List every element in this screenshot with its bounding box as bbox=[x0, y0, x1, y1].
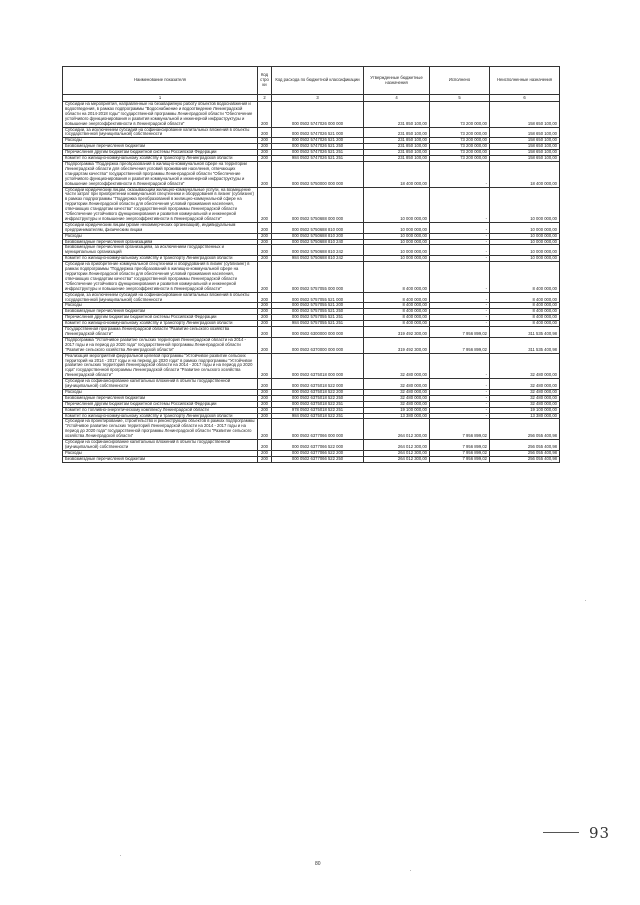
row-unexecuted-cell: 19 100 000,00 bbox=[490, 407, 560, 413]
row-executed-cell: 73 200 000,00 bbox=[430, 150, 490, 156]
table-body bbox=[63, 102, 560, 463]
row-line-code-cell: 200 bbox=[258, 379, 272, 390]
column-number: 2 bbox=[258, 95, 272, 102]
row-budget-code-cell: 000 0502 5750688 810 000 bbox=[272, 222, 364, 233]
row-unexecuted-cell: 158 650 100,00 bbox=[490, 150, 560, 156]
row-line-code-cell: 200 bbox=[258, 456, 272, 462]
row-name-cell: Субсидии, за исключением субсидий на софинансирование капитальных вложений в объекты государственной (муниципальной) собственности bbox=[63, 127, 258, 138]
row-budget-code-cell: 000 0502 6300000 000 000 bbox=[272, 327, 364, 338]
row-name-cell: Субсидии на приобретение коммунальной спецтехники и оборудования в лизинг (сублизинг) в рамках подпрограммы "Поддержка преобразований в жилищно-коммунальной сфере на территории Ленинградской области для обеспечения условий проживания населения, отвечающих стандартам качества" государственной программы Ленинградской области "Обеспечение устойчивого функционирования и развития коммунальной и инженерной инфраструктуры и повышение энергоэффективности в Ленинградской области" bbox=[63, 262, 258, 292]
row-budget-code-cell: 000 0502 5757055 521 251 bbox=[272, 315, 364, 321]
row-unexecuted-cell: 32 480 000,00 bbox=[490, 401, 560, 407]
row-approved-cell: 32 480 000,00 bbox=[364, 353, 430, 379]
row-line-code-cell: 200 bbox=[258, 413, 272, 419]
row-executed-cell: 73 200 000,00 bbox=[430, 138, 490, 144]
row-line-code-cell: 200 bbox=[258, 395, 272, 401]
row-executed-cell: 73 200 000,00 bbox=[430, 127, 490, 138]
row-unexecuted-cell: 32 480 000,00 bbox=[490, 395, 560, 401]
row-unexecuted-cell: 158 650 100,00 bbox=[490, 138, 560, 144]
row-budget-code-cell: 000 0502 5750688 810 200 bbox=[272, 233, 364, 239]
table-row bbox=[63, 150, 560, 156]
row-name-cell: Безвозмездные перечисления бюджетам bbox=[63, 395, 258, 401]
row-name-cell: Подпрограмма "Устойчивое развитие сельских территорий Ленинградской области на 2014 - 2017 годы и на период до 2020 года" государственной программы Ленинградской области "Развитие сельского хозяйства Ленинградской области" bbox=[63, 337, 258, 353]
row-line-code-cell: 200 bbox=[258, 161, 272, 187]
row-approved-cell: 10 000 000,00 bbox=[364, 256, 430, 262]
row-name-cell: Расходы bbox=[63, 303, 258, 309]
row-executed-cell: - bbox=[430, 401, 490, 407]
row-budget-code-cell: 000 0502 6377066 522 200 bbox=[272, 450, 364, 456]
row-executed-cell: - bbox=[430, 309, 490, 315]
row-approved-cell: 18 400 000,00 bbox=[364, 161, 430, 187]
row-budget-code-cell: 984 0502 5747026 521 251 bbox=[272, 156, 364, 162]
row-approved-cell: 10 000 000,00 bbox=[364, 187, 430, 222]
table-row bbox=[63, 245, 560, 256]
column-number: 4 bbox=[364, 95, 430, 102]
row-name-cell: Расходы bbox=[63, 233, 258, 239]
row-executed-cell: - bbox=[430, 353, 490, 379]
row-approved-cell: 10 000 000,00 bbox=[364, 222, 430, 233]
row-executed-cell: 7 956 899,02 bbox=[430, 440, 490, 451]
row-approved-cell: 264 012 300,00 bbox=[364, 456, 430, 462]
row-unexecuted-cell: 10 000 000,00 bbox=[490, 245, 560, 256]
row-budget-code-cell: 000 0502 5750000 000 000 bbox=[272, 161, 364, 187]
row-budget-code-cell: 000 0502 5750688 000 000 bbox=[272, 187, 364, 222]
row-line-code-cell: 200 bbox=[258, 156, 272, 162]
row-name-cell: Субсидии юридическим лицам (кроме некоммерческих организаций), индивидуальным предпринимателям, физическим лицам bbox=[63, 222, 258, 233]
row-name-cell: Субсидии на проектирование, строительство и реконструкцию объектов в рамках подпрограммы "Устойчивое развитие сельских территорий Ленинградской области на 2014 - 2017 годы и на период до 2020 года" государственной программы Ленинградской области "Развитие сельского хозяйства Ленинградской области" bbox=[63, 419, 258, 440]
row-name-cell: Расходы bbox=[63, 450, 258, 456]
row-approved-cell: 231 850 100,00 bbox=[364, 138, 430, 144]
row-line-code-cell: 200 bbox=[258, 327, 272, 338]
row-unexecuted-cell: 10 000 000,00 bbox=[490, 233, 560, 239]
row-approved-cell: 32 480 000,00 bbox=[364, 389, 430, 395]
row-approved-cell: 231 850 100,00 bbox=[364, 156, 430, 162]
row-budget-code-cell: 000 0502 6375018 000 000 bbox=[272, 353, 364, 379]
row-name-cell: Комитет по жилищно-коммунальному хозяйству и транспорту Ленинградской области bbox=[63, 156, 258, 162]
row-budget-code-cell: 000 0502 5757055 000 000 bbox=[272, 262, 364, 292]
row-executed-cell: - bbox=[430, 407, 490, 413]
row-line-code-cell: 200 bbox=[258, 401, 272, 407]
row-unexecuted-cell: 10 000 000,00 bbox=[490, 222, 560, 233]
row-approved-cell: 264 012 300,00 bbox=[364, 450, 430, 456]
column-number: 1 bbox=[63, 95, 258, 102]
table-row bbox=[63, 144, 560, 150]
row-name-cell: Расходы bbox=[63, 138, 258, 144]
row-unexecuted-cell: 10 000 000,00 bbox=[490, 256, 560, 262]
row-line-code-cell: 200 bbox=[258, 303, 272, 309]
table-row bbox=[63, 419, 560, 440]
row-line-code-cell: 200 bbox=[258, 337, 272, 353]
row-executed-cell: - bbox=[430, 245, 490, 256]
row-approved-cell: 32 480 000,00 bbox=[364, 379, 430, 390]
row-line-code-cell: 200 bbox=[258, 419, 272, 440]
table-row bbox=[63, 327, 560, 338]
table-row bbox=[63, 222, 560, 233]
row-line-code-cell: 200 bbox=[258, 440, 272, 451]
row-unexecuted-cell: 10 000 000,00 bbox=[490, 187, 560, 222]
row-approved-cell: 10 000 000,00 bbox=[364, 233, 430, 239]
row-name-cell: Безвозмездные перечисления бюджетам bbox=[63, 309, 258, 315]
row-unexecuted-cell: 8 400 000,00 bbox=[490, 321, 560, 327]
row-name-cell: Безвозмездные перечисления бюджетам bbox=[63, 144, 258, 150]
table-row bbox=[63, 379, 560, 390]
row-executed-cell: - bbox=[430, 187, 490, 222]
row-budget-code-cell: 000 0502 6375018 522 000 bbox=[272, 379, 364, 390]
row-budget-code-cell: 000 0502 6377066 522 250 bbox=[272, 456, 364, 462]
row-unexecuted-cell: 256 055 400,98 bbox=[490, 419, 560, 440]
row-executed-cell: 73 200 000,00 bbox=[430, 102, 490, 128]
table-row bbox=[63, 292, 560, 303]
row-line-code-cell: 200 bbox=[258, 138, 272, 144]
row-unexecuted-cell: 8 400 000,00 bbox=[490, 262, 560, 292]
row-line-code-cell: 200 bbox=[258, 450, 272, 456]
row-budget-code-cell: 000 0502 5750688 810 240 bbox=[272, 239, 364, 245]
row-executed-cell: - bbox=[430, 292, 490, 303]
row-unexecuted-cell: 13 380 000,00 bbox=[490, 413, 560, 419]
scan-speck bbox=[585, 600, 586, 601]
table-row bbox=[63, 262, 560, 292]
row-name-cell: Подпрограмма "Поддержка преобразований в жилищно-коммунальной сфере на территории Ленинградской области для обеспечения условий проживания населения, отвечающих стандартам качества" государственной программы Ленинградской области "Обеспечение устойчивого функционирования и развития коммунальной и инженерной инфраструктуры и повышение энергоэффективности в Ленинградской области" bbox=[63, 161, 258, 187]
table-row bbox=[63, 353, 560, 379]
row-approved-cell: 8 400 000,00 bbox=[364, 321, 430, 327]
row-budget-code-cell: 000 0502 6370000 000 000 bbox=[272, 337, 364, 353]
row-budget-code-cell: 000 0502 5757055 521 200 bbox=[272, 303, 364, 309]
row-executed-cell: 7 956 899,02 bbox=[430, 450, 490, 456]
column-header-budget-code: Код расхода по бюджетной классификации bbox=[272, 67, 364, 95]
row-executed-cell: - bbox=[430, 413, 490, 419]
column-number: 6 bbox=[490, 95, 560, 102]
row-line-code-cell: 200 bbox=[258, 239, 272, 245]
row-approved-cell: 319 492 300,00 bbox=[364, 327, 430, 338]
row-executed-cell: - bbox=[430, 233, 490, 239]
row-unexecuted-cell: 32 480 000,00 bbox=[490, 353, 560, 379]
row-name-cell: Расходы bbox=[63, 389, 258, 395]
column-header-line-code: Код строки bbox=[258, 67, 272, 95]
row-executed-cell: - bbox=[430, 303, 490, 309]
column-header-approved: Утвержденные бюджетные назначения bbox=[364, 67, 430, 95]
row-unexecuted-cell: 158 650 100,00 bbox=[490, 144, 560, 150]
row-unexecuted-cell: 32 480 000,00 bbox=[490, 389, 560, 395]
row-line-code-cell: 200 bbox=[258, 353, 272, 379]
row-name-cell: Реализация мероприятий федеральной целевой программы "Устойчивое развитие сельских территорий на 2014 - 2017 годы и на период до 2020 года" в рамках подпрограммы "Устойчивое развитие сельских территорий Ленинградской области на 2014 - 2017 годы и на период до 2020 года" государственной программы Ленинградской области "Развитие сельского хозяйства Ленинградской области" bbox=[63, 353, 258, 379]
row-executed-cell: - bbox=[430, 161, 490, 187]
row-budget-code-cell: 978 0502 6375018 522 251 bbox=[272, 407, 364, 413]
row-line-code-cell: 200 bbox=[258, 150, 272, 156]
row-line-code-cell: 200 bbox=[258, 127, 272, 138]
row-approved-cell: 231 850 100,00 bbox=[364, 150, 430, 156]
row-executed-cell: 73 200 000,00 bbox=[430, 144, 490, 150]
row-executed-cell: - bbox=[430, 389, 490, 395]
row-name-cell: Субсидии, за исключением субсидий на софинансирование капитальных вложений в объекты государственной (муниципальной) собственности bbox=[63, 292, 258, 303]
row-line-code-cell: 200 bbox=[258, 222, 272, 233]
row-line-code-cell: 200 bbox=[258, 102, 272, 128]
row-unexecuted-cell: 32 480 000,00 bbox=[490, 379, 560, 390]
row-budget-code-cell: 000 0502 6377066 522 000 bbox=[272, 440, 364, 451]
row-budget-code-cell: 984 0502 5750688 810 242 bbox=[272, 256, 364, 262]
row-unexecuted-cell: 158 650 100,00 bbox=[490, 127, 560, 138]
row-name-cell: Субсидии юридическим лицам, оказывающим жилищно-коммунальные услуги, на возмещение части затрат при приобретении коммунальной спецтехники и оборудования в лизинг (сублизинг) в рамках подпрограммы "Поддержка преобразований в жилищно-коммунальной сфере на территории Ленинградской области для обеспечения условий проживания населения, отвечающих стандартам качества" государственной программы Ленинградской области "Обеспечение устойчивого функционирования и развития коммунальной и инженерной инфраструктуры и повышение энергоэффективности в Ленинградской области" bbox=[63, 187, 258, 222]
table-row bbox=[63, 440, 560, 451]
row-name-cell: Безвозмездные перечисления организациям, за исключением государственных и муниципальных организаций bbox=[63, 245, 258, 256]
row-name-cell: Перечисления другим бюджетам бюджетной системы Российской Федерации bbox=[63, 401, 258, 407]
column-number: 3 bbox=[272, 95, 364, 102]
row-executed-cell: - bbox=[430, 395, 490, 401]
row-budget-code-cell: 000 0502 6375018 522 250 bbox=[272, 395, 364, 401]
row-name-cell: Субсидии на софинансирование капитальных вложений в объекты государственной (муниципальной) собственности bbox=[63, 440, 258, 451]
row-name-cell: Безвозмездные перечисления организациям bbox=[63, 239, 258, 245]
row-budget-code-cell: 000 0502 5747026 521 250 bbox=[272, 144, 364, 150]
row-executed-cell: 7 956 899,02 bbox=[430, 456, 490, 462]
table-row bbox=[63, 102, 560, 128]
row-name-cell: Комитет по топливно-энергетическому комплексу Ленинградской области bbox=[63, 407, 258, 413]
budget-report-sheet bbox=[62, 66, 559, 463]
row-line-code-cell: 200 bbox=[258, 407, 272, 413]
row-unexecuted-cell: 256 055 400,98 bbox=[490, 440, 560, 451]
row-unexecuted-cell: 8 400 000,00 bbox=[490, 303, 560, 309]
row-line-code-cell: 200 bbox=[258, 315, 272, 321]
row-line-code-cell: 200 bbox=[258, 256, 272, 262]
column-number: 5 bbox=[430, 95, 490, 102]
table-row bbox=[63, 156, 560, 162]
row-name-cell: Государственная программа Ленинградской области "Развитие сельского хозяйства Ленинградской области" bbox=[63, 327, 258, 338]
row-budget-code-cell: 000 0502 6375018 522 251 bbox=[272, 401, 364, 407]
row-approved-cell: 19 100 000,00 bbox=[364, 407, 430, 413]
row-line-code-cell: 200 bbox=[258, 245, 272, 256]
row-approved-cell: 8 400 000,00 bbox=[364, 303, 430, 309]
row-unexecuted-cell: 158 650 100,00 bbox=[490, 156, 560, 162]
row-name-cell: Перечисления другим бюджетам бюджетной системы Российской Федерации bbox=[63, 315, 258, 321]
row-approved-cell: 8 400 000,00 bbox=[364, 292, 430, 303]
table-row bbox=[63, 127, 560, 138]
row-executed-cell: - bbox=[430, 315, 490, 321]
row-name-cell: Перечисления другим бюджетам бюджетной системы Российской Федерации bbox=[63, 150, 258, 156]
row-line-code-cell: 200 bbox=[258, 187, 272, 222]
row-name-cell: Субсидии на софинансирование капитальных вложений в объекты государственной (муниципальной) собственности bbox=[63, 379, 258, 390]
row-approved-cell: 13 380 000,00 bbox=[364, 413, 430, 419]
row-approved-cell: 10 000 000,00 bbox=[364, 245, 430, 256]
page-number: 93 bbox=[589, 824, 611, 842]
row-budget-code-cell: 000 0502 5757055 521 000 bbox=[272, 292, 364, 303]
row-approved-cell: 319 492 300,00 bbox=[364, 337, 430, 353]
budget-execution-table bbox=[62, 66, 560, 463]
row-approved-cell: 264 012 300,00 bbox=[364, 419, 430, 440]
table-row bbox=[63, 337, 560, 353]
row-line-code-cell: 200 bbox=[258, 309, 272, 315]
row-unexecuted-cell: 8 400 000,00 bbox=[490, 292, 560, 303]
row-unexecuted-cell: 311 535 400,98 bbox=[490, 337, 560, 353]
column-header-executed: Исполнено bbox=[430, 67, 490, 95]
column-header-unexecuted: Неисполненные назначения bbox=[490, 67, 560, 95]
row-line-code-cell: 200 bbox=[258, 233, 272, 239]
row-unexecuted-cell: 158 650 100,00 bbox=[490, 102, 560, 128]
row-line-code-cell: 200 bbox=[258, 144, 272, 150]
row-unexecuted-cell: 256 055 400,98 bbox=[490, 450, 560, 456]
row-approved-cell: 8 400 000,00 bbox=[364, 309, 430, 315]
row-approved-cell: 231 850 100,00 bbox=[364, 127, 430, 138]
row-budget-code-cell: 984 0502 6375018 522 251 bbox=[272, 413, 364, 419]
row-executed-cell: - bbox=[430, 321, 490, 327]
row-line-code-cell: 200 bbox=[258, 292, 272, 303]
row-approved-cell: 264 012 300,00 bbox=[364, 440, 430, 451]
row-line-code-cell: 200 bbox=[258, 321, 272, 327]
row-unexecuted-cell: 8 400 000,00 bbox=[490, 315, 560, 321]
column-number-row bbox=[63, 95, 560, 102]
page-number-dash bbox=[543, 832, 579, 833]
row-executed-cell: 7 956 899,02 bbox=[430, 419, 490, 440]
row-name-cell: Комитет по жилищно-коммунальному хозяйству и транспорту Ленинградской области bbox=[63, 413, 258, 419]
table-row bbox=[63, 161, 560, 187]
bottom-mark: 80 bbox=[315, 861, 321, 867]
row-name-cell: Субсидии на мероприятия, направленные на безаварийную работу объектов водоснабжения и водоотведения, в рамках подпрограммы "Водоснабжение и водоотведение Ленинградской области на 2014-2018 годы" государственной программы Ленинградской области "Обеспечение устойчивого функционирования и развития коммунальной и инженерной инфраструктуры и повышение энергоэффективности в Ленинградской области" bbox=[63, 102, 258, 128]
row-approved-cell: 32 480 000,00 bbox=[364, 401, 430, 407]
row-executed-cell: 7 956 899,02 bbox=[430, 327, 490, 338]
row-unexecuted-cell: 10 000 000,00 bbox=[490, 239, 560, 245]
row-name-cell: Комитет по жилищно-коммунальному хозяйству и транспорту Ленинградской области bbox=[63, 321, 258, 327]
row-budget-code-cell: 000 0502 5747026 521 000 bbox=[272, 127, 364, 138]
row-executed-cell: - bbox=[430, 239, 490, 245]
row-name-cell: Безвозмездные перечисления бюджетам bbox=[63, 456, 258, 462]
scan-speck bbox=[120, 855, 121, 856]
row-unexecuted-cell: 256 055 400,98 bbox=[490, 456, 560, 462]
row-approved-cell: 231 850 100,00 bbox=[364, 102, 430, 128]
row-budget-code-cell: 000 0502 5750688 810 242 bbox=[272, 245, 364, 256]
row-executed-cell: - bbox=[430, 379, 490, 390]
row-executed-cell: 7 956 899,02 bbox=[430, 337, 490, 353]
row-name-cell: Комитет по жилищно-коммунальному хозяйству и транспорту Ленинградской области bbox=[63, 256, 258, 262]
row-line-code-cell: 200 bbox=[258, 262, 272, 292]
row-approved-cell: 10 000 000,00 bbox=[364, 239, 430, 245]
row-executed-cell: - bbox=[430, 262, 490, 292]
row-approved-cell: 8 400 000,00 bbox=[364, 315, 430, 321]
row-budget-code-cell: 000 0502 6377066 000 000 bbox=[272, 419, 364, 440]
row-unexecuted-cell: 18 400 000,00 bbox=[490, 161, 560, 187]
row-line-code-cell: 200 bbox=[258, 389, 272, 395]
row-unexecuted-cell: 311 535 400,98 bbox=[490, 327, 560, 338]
table-row bbox=[63, 187, 560, 222]
row-approved-cell: 32 480 000,00 bbox=[364, 395, 430, 401]
row-budget-code-cell: 000 0502 5747026 521 200 bbox=[272, 138, 364, 144]
scan-speck bbox=[410, 870, 411, 871]
row-executed-cell: - bbox=[430, 222, 490, 233]
table-header-row bbox=[63, 67, 560, 95]
row-budget-code-cell: 000 0502 5747026 521 251 bbox=[272, 150, 364, 156]
row-budget-code-cell: 984 0502 5757055 521 251 bbox=[272, 321, 364, 327]
row-budget-code-cell: 000 0502 6375018 522 200 bbox=[272, 389, 364, 395]
row-approved-cell: 231 850 100,00 bbox=[364, 144, 430, 150]
table-row bbox=[63, 456, 560, 462]
column-header-name: Наименование показателя bbox=[63, 67, 258, 95]
row-approved-cell: 8 400 000,00 bbox=[364, 262, 430, 292]
row-executed-cell: - bbox=[430, 256, 490, 262]
row-executed-cell: 73 200 000,00 bbox=[430, 156, 490, 162]
row-budget-code-cell: 000 0502 5747026 000 000 bbox=[272, 102, 364, 128]
row-budget-code-cell: 000 0502 5757055 521 250 bbox=[272, 309, 364, 315]
row-unexecuted-cell: 8 400 000,00 bbox=[490, 309, 560, 315]
